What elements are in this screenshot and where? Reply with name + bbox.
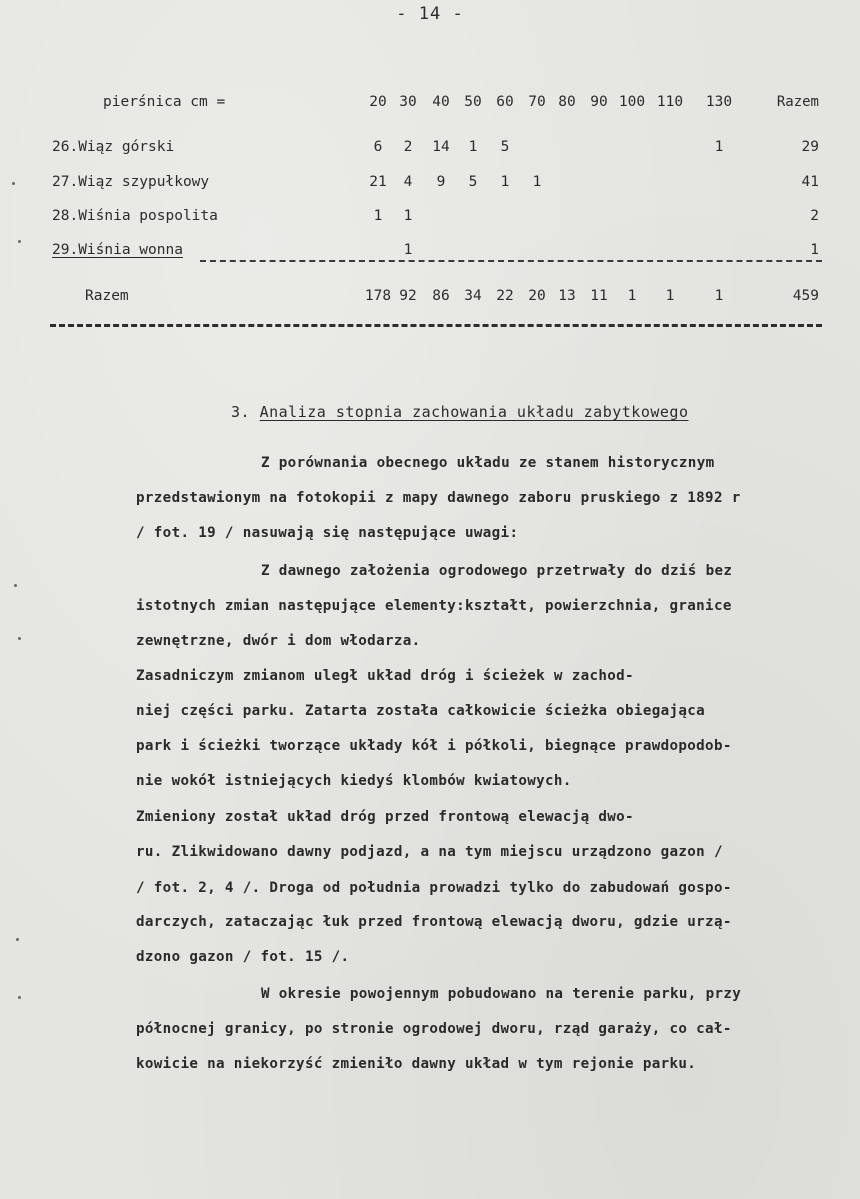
table-sum-cell: 92 [399, 288, 417, 304]
table-sum-cell: 1 [714, 288, 724, 304]
table-cell: 5 [468, 174, 478, 190]
margin-speck [12, 182, 15, 185]
table-column-header: 60 [496, 94, 514, 110]
body-line: północnej granicy, po stronie ogrodowej dworu, rząd garaży, co cał- [136, 1021, 732, 1037]
table-row-label: 26.Wiąz górski [52, 139, 175, 155]
table-total-header: Razem [776, 94, 819, 110]
table-cell: 1 [403, 208, 413, 224]
table-row-total: 1 [810, 242, 819, 258]
body-line: kowicie na niekorzyść zmieniło dawny układ w tym rejonie parku. [136, 1056, 697, 1072]
table-rule [200, 260, 822, 262]
section-heading [231, 403, 688, 421]
page-number: - 14 - [396, 4, 464, 24]
table-row-label: 28.Wiśnia pospolita [52, 208, 218, 224]
body-line: park i ścieżki tworzące układy kół i półkoli, biegnące prawdopodob- [136, 738, 732, 754]
table-cell: 1 [500, 174, 510, 190]
table-cell: 14 [432, 139, 450, 155]
body-line: przedstawionym na fotokopii z mapy dawnego zaboru pruskiego z 1892 r [136, 490, 741, 506]
table-cell: 4 [403, 174, 413, 190]
table-cell: 1 [714, 139, 724, 155]
table-column-header: 110 [656, 94, 684, 110]
table-cell: 6 [373, 139, 383, 155]
table-cell: 9 [436, 174, 446, 190]
section-number: 3. [231, 403, 251, 421]
body-line: / fot. 19 / nasuwają się następujące uwagi: [136, 525, 519, 541]
body-line: Z dawnego założenia ogrodowego przetrwały do dziś bez [261, 563, 733, 579]
table-sum-cell: 11 [590, 288, 608, 304]
table-cell: 1 [403, 242, 413, 258]
table-header-label: pierśnica cm = [103, 94, 226, 110]
table-cell: 1 [373, 208, 383, 224]
table-row-label: 27.Wiąz szypułkowy [52, 174, 210, 190]
table-column-header: 90 [590, 94, 608, 110]
table-bottom-rule [50, 324, 822, 327]
body-line: / fot. 2, 4 /. Droga od południa prowadzi tylko do zabudowań gospo- [136, 880, 732, 896]
table-cell: 1 [468, 139, 478, 155]
table-column-header: 40 [432, 94, 450, 110]
table-sum-cell: 34 [464, 288, 482, 304]
table-column-header: 70 [528, 94, 546, 110]
table-sum-cell: 1 [627, 288, 637, 304]
table-column-header: 20 [369, 94, 387, 110]
table-row-label: 29.Wiśnia wonna [52, 242, 183, 258]
table-cell: 2 [403, 139, 413, 155]
body-line: nie wokół istniejących kiedyś klombów kwiatowych. [136, 773, 572, 789]
body-line: ru. Zlikwidowano dawny podjazd, a na tym miejscu urządzono gazon / [136, 844, 723, 860]
table-sum-cell: 1 [665, 288, 675, 304]
table-row-total: 29 [801, 139, 819, 155]
table-sum-cell: 22 [496, 288, 514, 304]
table-column-header: 80 [558, 94, 576, 110]
body-line: W okresie powojennym pobudowano na terenie parku, przy [261, 986, 742, 1002]
body-line: dzono gazon / fot. 15 /. [136, 949, 350, 965]
table-column-header: 130 [705, 94, 733, 110]
table-sum-cell: 20 [528, 288, 546, 304]
table-column-header: 30 [399, 94, 417, 110]
table-cell: 1 [532, 174, 542, 190]
body-line: Zmieniony został układ dróg przed frontową elewacją dwo- [136, 809, 634, 825]
table-sum-cell: 13 [558, 288, 576, 304]
table-sum-label: Razem [85, 288, 129, 304]
body-line: darczych, zataczając łuk przed frontową elewacją dworu, gdzie urzą- [136, 914, 732, 930]
body-line: Zasadniczym zmianom uległ układ dróg i ścieżek w zachod- [136, 668, 634, 684]
table-cell: 5 [500, 139, 510, 155]
table-column-header: 100 [618, 94, 646, 110]
margin-speck [18, 240, 21, 243]
section-title: Analiza stopnia zachowania układu zabytkowego [259, 403, 689, 421]
margin-speck [14, 584, 17, 587]
table-column-header: 50 [464, 94, 482, 110]
margin-speck [18, 996, 21, 999]
margin-speck [16, 938, 19, 941]
body-line: zewnętrzne, dwór i dom włodarza. [136, 633, 421, 649]
body-line: niej części parku. Zatarta została całkowicie ścieżka obiegająca [136, 703, 706, 719]
margin-speck [18, 637, 21, 640]
table-sum-cell: 86 [432, 288, 450, 304]
table-row-total: 41 [801, 174, 819, 190]
table-cell: 21 [369, 174, 387, 190]
table-row-total: 2 [810, 208, 819, 224]
body-line: Z porównania obecnego układu ze stanem historycznym [261, 455, 715, 471]
body-line: istotnych zmian następujące elementy:kształt, powierzchnia, granice [136, 598, 732, 614]
table-sum-total: 459 [792, 288, 819, 304]
table-sum-cell: 178 [364, 288, 392, 304]
